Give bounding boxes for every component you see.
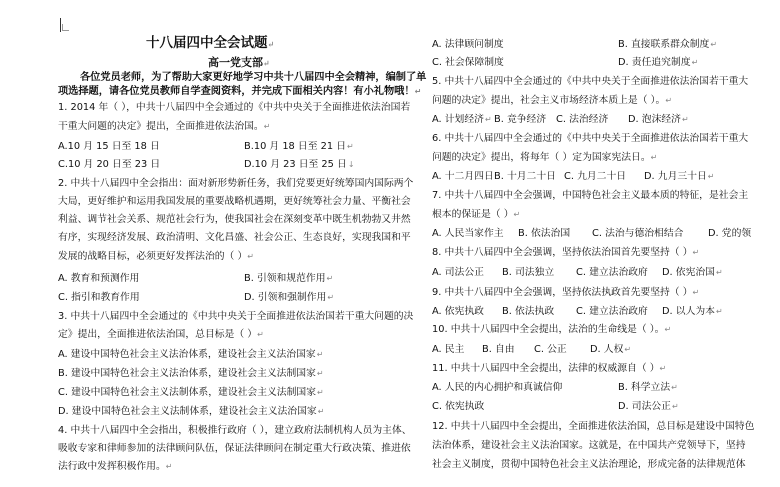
option-row: D. 建设中国特色社会主义法制体系，建设社会主义法治国家↵ <box>58 406 325 417</box>
option-row: C. 指引和教育作用 D. 引领和强制作用↵ <box>58 292 335 303</box>
question-text: 1. 2014 年（ ），中共十八届四中全会通过的《中共中央关于全面推进依法治国若 <box>58 102 411 113</box>
question-text: 定》提出，全面推进依法治国，总目标是（ ）↵ <box>58 329 264 340</box>
option-row: B. 建设中国特色社会主义法治体系，建设社会主义法制国家↵ <box>58 368 324 379</box>
intro-line: 项选择题，请各位党员教师自学查阅资料，并完成下面相关内容！有小礼物哦！↵ <box>58 86 422 97</box>
question-text: 问题的决定》提出，社会主义市场经济本质上是（ ）。↵ <box>432 95 673 106</box>
question-text: 3. 中共十八届四中全会通过的《中共中央关于全面推进依法治国若干重大问题的决 <box>58 311 414 322</box>
question-text: 社会主义制度，贯彻中国特色社会主义法治理论，形成完备的法律规范体 <box>432 459 746 470</box>
question-text: 8. 中共十八届四中全会强调，坚持依法治国首先要坚持（ ）↵ <box>432 247 700 258</box>
option-row: A. 计划经济↵ B. 竞争经济 C. 法治经济 D. 泡沫经济↵ <box>432 114 689 125</box>
option-row: C.10 月 20 日至 23 日 D.10 月 23 日至 25 日↓ <box>58 159 355 170</box>
option-row: A. 教育和预测作用 B. 引领和规范作用↵ <box>58 273 334 284</box>
question-text: 10. 中共十八届四中全会提出，法治的生命线是（ ）。↵ <box>432 324 672 335</box>
option-row: A. 人民的内心拥护和真诚信仰 B. 科学立法↵ <box>432 382 678 393</box>
text-cursor <box>60 18 61 32</box>
option-row: A. 建设中国特色社会主义法治体系，建设社会主义法治国家↵ <box>58 349 324 360</box>
option-row: A. 司法公正 B. 司法独立 C. 建立法治政府 D. 依宪治国↵ <box>432 267 723 278</box>
question-text: 大局，更好维护和运用我国发展的重要战略机遇期，更好统筹社会力量、平衡社会 <box>58 196 411 207</box>
question-text: 干重大问题的决定》提出，全面推进依法治国。↵ <box>58 121 271 132</box>
document-subtitle: 高一党支部↵ <box>208 56 270 69</box>
option-row: C. 社会保障制度 D. 责任追究制度↵ <box>432 57 699 68</box>
option-row: A. 法律顾问制度 B. 直接联系群众制度↵ <box>432 39 718 50</box>
question-text: 7. 中共十八届四中全会强调，中国特色社会主义最本质的特征，是社会主 <box>432 190 749 201</box>
question-text: 根本的保证是（ ）↵ <box>432 209 521 220</box>
question-text: 利益、调节社会关系、规范社会行为，使我国社会在深刻变革中既生机勃勃又井然 <box>58 214 411 225</box>
question-text: 11. 中共十八届四中全会提出，法律的权威源自（ ）↵ <box>432 363 667 374</box>
option-row: C. 依宪执政 D. 司法公正↵ <box>432 401 679 412</box>
option-row: A. 十二月四日 B. 十月二十日 C. 九月二十日 D. 九月三十日↵ <box>432 171 715 182</box>
question-text: 法治体系，建设社会主义法治国家。这就是，在中国共产党领导下，坚持 <box>432 440 746 451</box>
margin-corner-mark <box>62 24 69 31</box>
question-text: 发展的战略目标，必须更好发挥法治的（ ）↵ <box>58 251 254 262</box>
question-text: 问题的决定》提出，将每年（ ）定为国家宪法日。↵ <box>432 152 658 163</box>
option-row: A. 依宪执政 B. 依法执政 C. 建立法治政府 D. 以人为本↵ <box>432 306 723 317</box>
question-text: 2. 中共十八届四中全会指出：面对新形势新任务，我们党要更好统筹国内国际两个 <box>58 178 414 189</box>
option-row: A. 人民当家作主 B. 依法治国 C. 法治与德治相结合 D. 党的领 <box>432 228 752 239</box>
question-text: 5. 中共十八届四中全会通过的《中共中央关于全面推进依法治国若干重大 <box>432 76 749 87</box>
question-text: 6. 中共十八届四中全会通过的《中共中央关于全面推进依法治国若干重大 <box>432 133 749 144</box>
question-text: 法行政中发挥积极作用。↵ <box>58 461 173 472</box>
question-text: 9. 中共十八届四中全会强调，坚持依法执政首先要坚持（ ）↵ <box>432 287 700 298</box>
question-text: 有序，实现经济发展、政治清明、文化昌盛、社会公正、生态良好，实现我国和平 <box>58 232 411 243</box>
option-row: A.10 月 15 日至 18 日 B.10 月 18 日至 21 日↵ <box>58 141 354 152</box>
question-text: 吸收专家和律师参加的法律顾问队伍，保证法律顾问在制定重大行政决策、推进依 <box>58 443 411 454</box>
document-title: 十八届四中全会试题↵ <box>146 35 275 51</box>
question-text: 12. 中共十八届四中全会提出，全面推进依法治国，总目标是建设中国特色 <box>432 421 755 432</box>
intro-line: 各位党员老师，为了帮助大家更好地学习中共十八届四中全会精神，编制了单 <box>80 72 427 83</box>
option-row: C. 建设中国特色社会主义法制体系，建设社会主义法制国家↵ <box>58 387 324 398</box>
option-row: A. 民主 B. 自由 C. 公正 D. 人权↵ <box>432 344 632 355</box>
question-text: 4. 中共十八届四中全会指出，积极推行政府（ ），建立政府法制机构人员为主体、 <box>58 425 412 436</box>
